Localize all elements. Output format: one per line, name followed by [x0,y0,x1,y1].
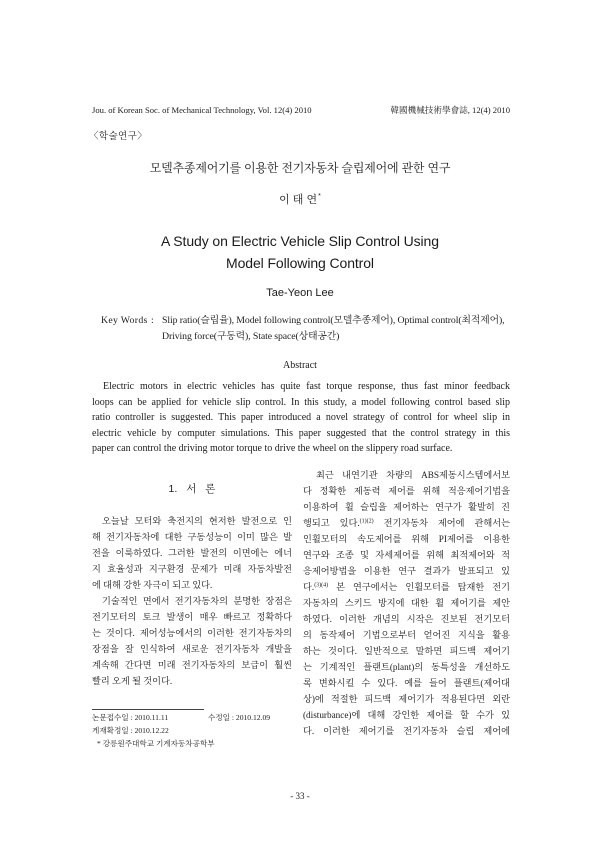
author-name-korean: 이 태 연 [279,194,318,206]
text-segment: 다. [303,582,315,592]
text-line: 연구와 조종 및 자세제어를 위해 최적제어와 적 [303,550,510,560]
footnote-accepted [92,724,302,737]
text-line: 상)에 적절한 피드백 제어기가 적용된다면 외란 [303,694,510,704]
title-english [0,230,600,274]
text-line: electric vehicle by computer simulations. This paper suggested that the control strategy in this [92,427,510,439]
text-line: 하였다. 이러한 개념의 시작은 진보된 전기모터 [303,614,510,624]
text-line: 계속해 간다면 미래 전기자동차의 보급이 훨씬 [92,660,292,670]
keywords [101,313,511,345]
footnote-affiliation [92,737,302,750]
text-line: 는 기계적인 플랜트(plant)의 동특성을 개선하도 [303,662,510,672]
text-line: (disturbance)에 대해 강인한 제어를 할 수가 있 [303,710,510,720]
affiliation-text: 강릉원주대학교 기계자동차공학부 [102,739,215,748]
paragraph [92,379,510,457]
received-date: 논문접수일 : 2010.11.11 [92,713,169,722]
text-line: 에 대해 강한 자극이 되고 있다. [92,580,213,590]
affiliation-footnote-mark: * [97,739,101,748]
text-line: 는 것이다. 제어성능에서의 이러한 전기자동차의 [92,628,292,638]
text-line: loops can be applied for vehicle slip control. In this study, a model following control based slip [92,396,510,408]
text-line: 의 동작제어 기법으로부터 얻어진 지식을 활용 [303,630,510,640]
text-line: 다. 이러한 제어기를 전기자동차 슬립 제어에 [303,726,510,736]
section-heading-introduction: 1. 서 론 [168,483,216,495]
text-line: 자동차의 스키드 방지에 대한 휠 제어기를 제안 [303,598,510,608]
text-line: 인휠모터의 속도제어를 위해 PI제어를 이용한 [303,534,510,544]
footnotes [92,711,302,750]
keywords-label: Key Words [101,315,148,326]
keywords-separator: : [151,315,154,326]
abstract-text [92,379,510,457]
footnote-dates [92,711,302,724]
text-line: 록 변화시킬 수 있다. 예를 들어 플랜트(제어대 [303,678,510,688]
citation-superscript: (1)(2) [359,518,374,525]
author-korean [0,193,600,207]
author-english: Tae-Yeon Lee [266,287,334,299]
text-line: 해 전기자동차에 대한 구동성능이 이미 많은 발 [92,532,292,542]
text-line: 기술적인 면에서 전기자동차의 분명한 장점은 [102,596,292,606]
text-segment: 전기자동차 제어에 관해서는 [373,518,510,528]
accepted-date: 게재확정일 : 2010.12.22 [92,726,169,735]
text-line: 하는 것이다. 일반적으로 말하면 피드백 제어기 [303,646,510,656]
page-number: - 33 - [290,791,310,801]
footnote-divider [92,709,204,710]
text-line [303,515,510,531]
text-line: 전을 이룩하였다. 그러한 발전의 이면에는 에너 [92,548,292,558]
paragraph [92,513,292,593]
paragraph [92,593,292,689]
body-column-right [303,467,510,739]
text-line: 전기모터의 토크 발생이 매우 빠르고 정확하다 [92,612,292,622]
title-korean: 모델추종제어기를 이용한 전기자동차 슬립제어에 관한 연구 [149,161,451,175]
journal-citation-english: Jou. of Korean Soc. of Mechanical Technology, Vol. 12(4) 2010 [92,105,312,115]
running-header [92,104,510,116]
text-line: 빨리 오게 될 것이다. [92,676,173,686]
text-segment: 본 연구에서는 인휠모터를 탑재한 전기 [328,582,510,592]
text-line: Electric motors in electric vehicles has quite fast torque response, thus fast minor feedback [103,381,510,392]
text-line: 응제어방법을 이용한 연구 결과가 발표되고 있 [303,566,510,576]
citation-superscript: (3)(4) [314,582,329,589]
text-line: 지 효율성과 지구환경 문제가 미래 자동차발전 [92,564,292,574]
revised-date: 수정일 : 2010.12.09 [208,713,271,722]
text-segment: 행되고 있다. [303,518,360,528]
affiliation-mark: * [318,193,321,200]
text-line: 장점을 잘 인식하여 새로운 전기자동차 개발을 [92,644,292,654]
journal-citation-korean: 韓國機械技術學會誌, 12(4) 2010 [390,105,510,115]
paragraph [303,467,510,739]
keywords-line: Slip ratio(슬립율), Model following control(모델추종제어), Optimal control(최적제어), [162,315,505,326]
abstract-heading: Abstract [283,360,317,371]
text-line: 다 정확한 제동력 제어를 위해 적응제어기법을 [303,486,510,496]
text-line: 오늘날 모터와 축전지의 현저한 발전으로 인 [102,516,292,526]
title-english-line: A Study on Electric Vehicle Slip Control Using [161,233,439,249]
article-category: 〈학술연구〉 [89,132,148,142]
body-column-left [92,513,292,689]
text-line: 최근 내연기관 차량의 ABS제동시스템에서보 [316,470,510,480]
text-line: 이용하여 휠 슬립을 제어하는 연구가 활발히 진 [303,502,510,512]
text-line: paper can control the driving motor torque to drive the wheel on the slippery road surface. [92,443,453,454]
title-english-line: Model Following Control [226,255,374,271]
text-line [303,579,510,595]
text-line: ratio controller is suggested. This paper introduced a novel strategy of control for wheel slip in [92,412,510,423]
keywords-line: Driving force(구동력), State space(상태공간) [162,331,340,342]
keywords-list [162,313,511,345]
